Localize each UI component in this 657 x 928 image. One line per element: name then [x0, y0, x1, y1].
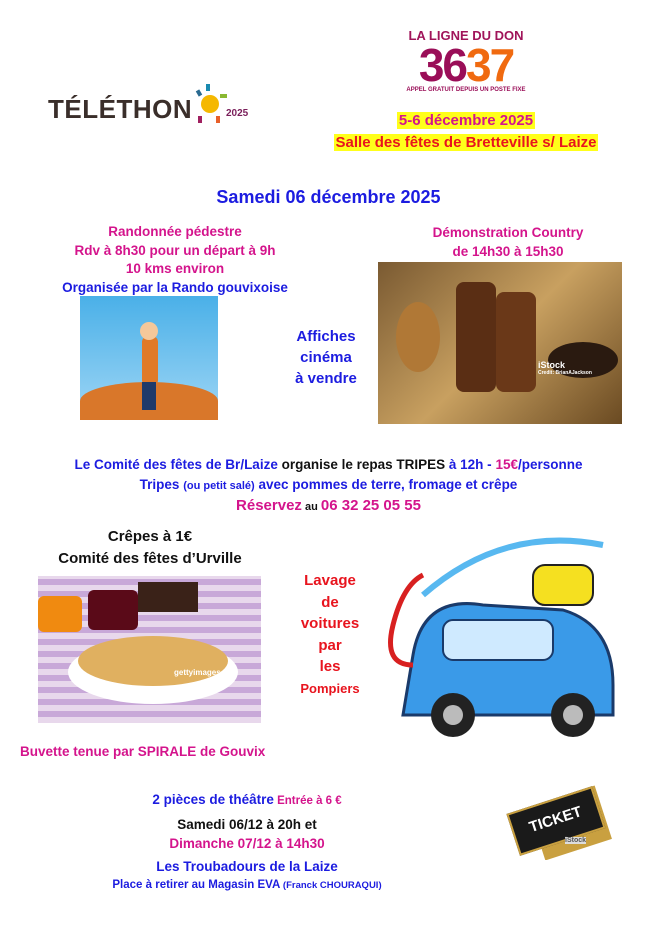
don-title: LA LIGNE DU DON [408, 28, 524, 43]
photo-credit: Credit: BrianAJackson [538, 370, 592, 376]
ticket-pickup: Place à retirer au Magasin EVA [112, 879, 281, 891]
theatre-date-1: Samedi 06/12 à 20h et [177, 817, 317, 832]
theatre-date-2: Dimanche 07/12 à 14h30 [169, 836, 325, 851]
meal-organizer: Le Comité des fêtes de Br/Laize [74, 457, 278, 472]
meal-info [0, 455, 657, 518]
carwash-l5: les [319, 658, 341, 675]
carwash-l6: Pompiers [300, 680, 360, 696]
theatre-info [60, 790, 434, 895]
reserve-phone: 06 32 25 05 55 [320, 497, 421, 514]
theatre-company: Les Troubadours de la Laize [156, 859, 338, 874]
crepes-info [20, 526, 280, 570]
day-title: Samedi 06 décembre 2025 [216, 187, 441, 207]
ticket-label: TICKET [527, 803, 584, 837]
theatre-title: 2 pièces de théâtre [152, 792, 274, 807]
hike-title: Randonnée pédestre [108, 224, 242, 239]
country-time: de 14h30 à 15h30 [452, 243, 564, 259]
posters-l1: Affiches [296, 328, 356, 345]
reserve-au: au [301, 501, 321, 513]
meal-price: 15€ [495, 457, 518, 472]
don-number-b: 37 [466, 39, 514, 91]
event-venue: Salle des fêtes de Bretteville s/ Laize [335, 134, 597, 151]
country-title: Démonstration Country [432, 225, 584, 240]
crepes-photo [38, 576, 261, 723]
event-dates: 5-6 décembre 2025 [398, 112, 534, 129]
ticket-image [505, 785, 630, 860]
meal-tripes: Tripes [139, 476, 184, 492]
car-wash-illustration [383, 525, 633, 750]
don-logo [398, 28, 534, 93]
sun-icon [194, 82, 228, 126]
theatre-price: Entrée à 6 € [273, 795, 342, 807]
getty-watermark: gettyimages [174, 668, 221, 677]
carwash-l4: par [318, 636, 342, 654]
posters-l3: à vendre [295, 370, 357, 387]
country-info [380, 224, 636, 261]
meal-sides: avec pommes de terre, fromage et crêpe [254, 476, 518, 492]
hike-time: Rdv à 8h30 pour un départ à 9h [74, 242, 276, 258]
carwash-l3: voitures [300, 615, 360, 632]
meal-per: /personne [517, 457, 583, 472]
ticket-contact: (Franck CHOURAQUI) [280, 880, 382, 891]
telethon-wordmark: TÉLÉTHON [48, 94, 193, 124]
reserve-label: Réservez [236, 497, 302, 514]
hike-organizer: Organisée par la Rando gouvixoise [62, 279, 288, 295]
telethon-year: 2025 [226, 108, 249, 119]
posters-l2: cinéma [300, 349, 352, 366]
hike-info [40, 223, 310, 297]
crepes-price: Crêpes à 1€ [107, 528, 193, 545]
don-number-a: 36 [418, 39, 466, 91]
istock-watermark: iStock [538, 360, 566, 370]
country-photo [378, 262, 622, 424]
carwash-info [290, 570, 370, 699]
carwash-l1: Lavage [304, 572, 356, 589]
istock-watermark-ticket: iStock [565, 837, 587, 844]
hike-distance: 10 kms environ [125, 261, 225, 276]
meal-title: organise le repas TRIPES [277, 457, 446, 472]
telethon-logo [48, 94, 249, 125]
meal-time: à 12h - [445, 457, 496, 472]
carwash-l2: de [321, 593, 339, 611]
meal-alt: (ou petit salé) [183, 479, 255, 492]
posters-info [285, 326, 367, 389]
bar-info: Buvette tenue par SPIRALE de Gouvix [20, 744, 266, 759]
crepes-organizer: Comité des fêtes d’Urville [58, 550, 242, 567]
don-subtitle: APPEL GRATUIT DEPUIS UN POSTE FIXE [406, 87, 526, 93]
hiker-illustration [80, 296, 218, 420]
